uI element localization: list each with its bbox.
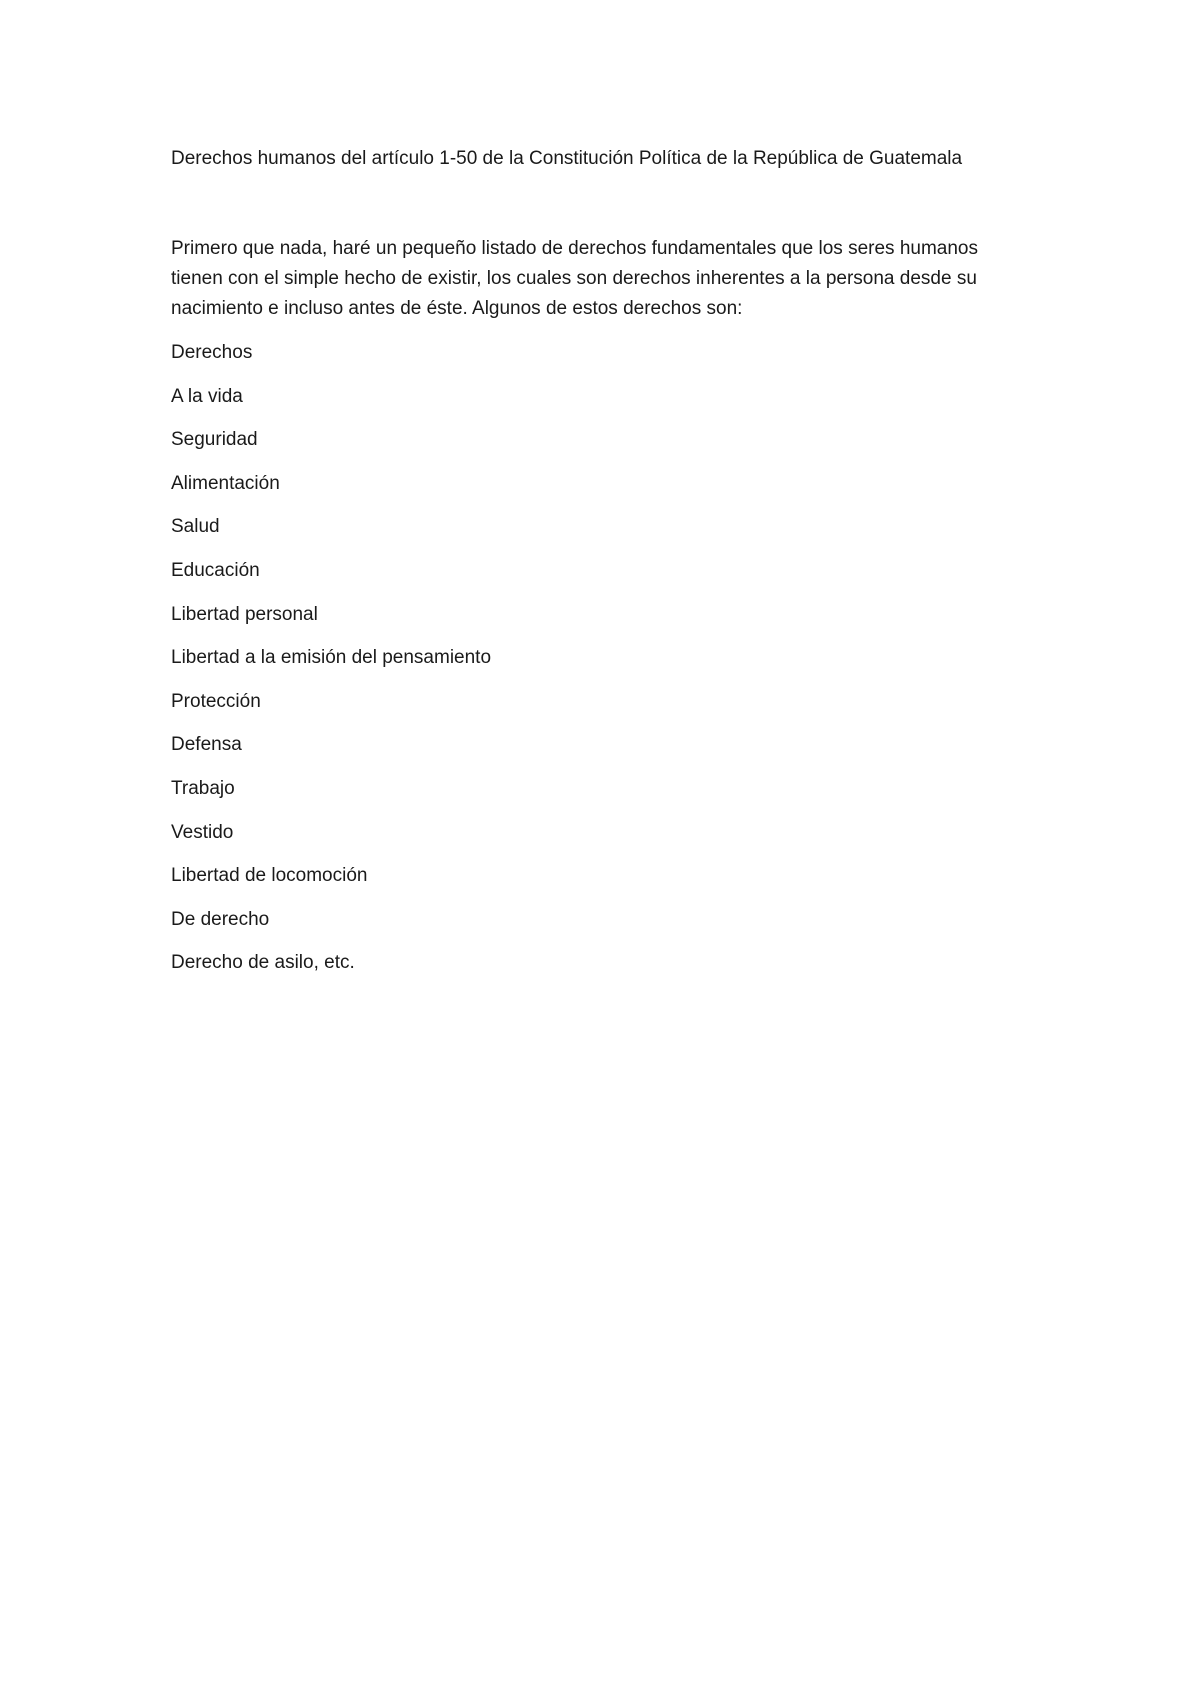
rights-list-item: Derecho de asilo, etc. (171, 952, 355, 974)
rights-list-item: Defensa (171, 734, 242, 756)
rights-list-item: Libertad a la emisión del pensamiento (171, 647, 492, 669)
rights-list-item: Educación (171, 559, 260, 581)
rights-list-item: De derecho (171, 908, 270, 930)
rights-list-item: Protección (171, 690, 261, 712)
rights-list-item: A la vida (171, 385, 243, 407)
rights-list-item: Salud (171, 516, 220, 538)
intro-line: nacimiento e incluso antes de éste. Algunos de estos derechos son: (171, 298, 743, 319)
rights-list-item: Derechos (171, 342, 253, 363)
rights-list-item: Libertad de locomoción (171, 865, 368, 887)
rights-list-item: Seguridad (171, 429, 258, 451)
rights-list-item: Vestido (171, 821, 234, 843)
rights-list-item: Alimentación (171, 472, 280, 494)
intro-paragraph (171, 234, 1046, 324)
intro-line: Primero que nada, haré un pequeño listado de derechos fundamentales que los seres humanos (171, 238, 978, 259)
rights-list-item: Trabajo (171, 777, 235, 799)
document-title: Derechos humanos del artículo 1-50 de la Constitución Política de la República de Guatemala (171, 148, 963, 169)
rights-list (171, 340, 491, 994)
intro-line: tienen con el simple hecho de existir, los cuales son derechos inherentes a la persona desde su (171, 268, 977, 289)
rights-list-item: Libertad personal (171, 603, 318, 625)
